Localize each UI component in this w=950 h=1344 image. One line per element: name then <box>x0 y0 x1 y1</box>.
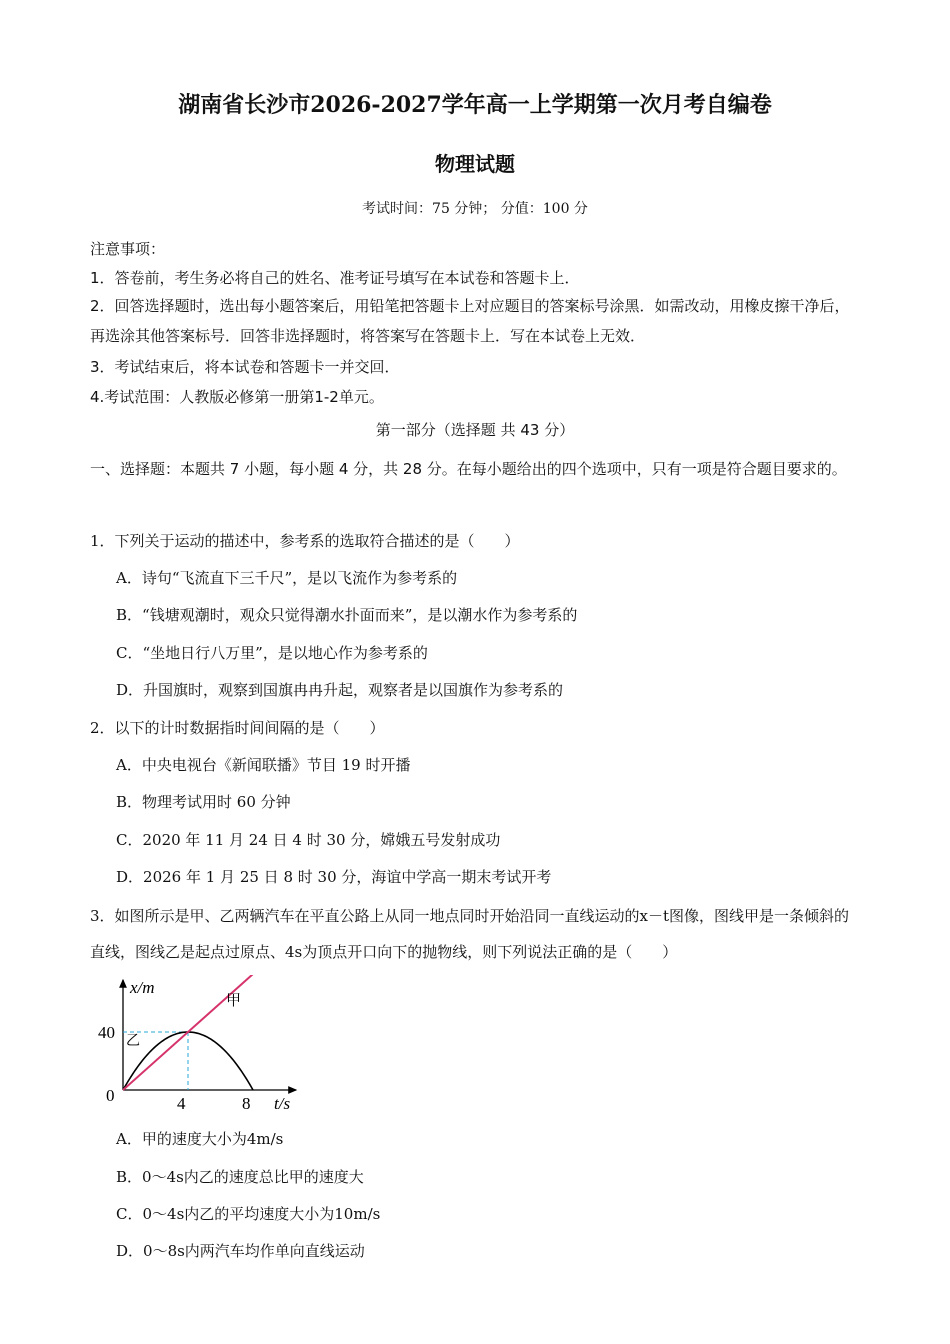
x-tick-label: 8 <box>242 1094 251 1113</box>
exam-subtitle: 物理试题 <box>435 152 515 176</box>
note-item: 3．考试结束后，将本试卷和答题卡一并交回． <box>90 358 400 376</box>
note-item: 2．回答选择题时，选出每小题答案后，用铅笔把答题卡上对应题目的答案标号涂黑．如需改动，用橡皮擦干净后，再选涂其他答案标号．回答非选择题时，将答案写在答题卡上．写在本试卷上无效． <box>90 297 850 345</box>
x-axis-label: t/s <box>274 1094 291 1113</box>
part-heading: 第一部分（选择题 共 43 分） <box>375 421 575 439</box>
question-option: B．物理考试用时 60 分钟 <box>116 793 291 811</box>
question-option: B．“钱塘观潮时，观众只觉得潮水扑面而来”，是以潮水作为参考系的 <box>116 606 578 624</box>
question-option: A．诗句“飞流直下三千尺”，是以飞流作为参考系的 <box>116 569 458 587</box>
question-stem: 1．下列关于运动的描述中，参考系的选取符合描述的是（ ） <box>90 532 520 550</box>
question-option: A．甲的速度大小为4m/s <box>116 1130 284 1148</box>
x-tick-label: 4 <box>177 1094 186 1113</box>
question-stem: 2．以下的计时数据指时间间隔的是（ ） <box>90 719 385 737</box>
question-option: D．升国旗时，观察到国旗冉冉升起，观察者是以国旗作为参考系的 <box>116 681 564 699</box>
section-intro: 一、选择题：本题共 7 小题，每小题 4 分，共 28 分。在每小题给出的四个选项中，只有一项是符合题目要求的。 <box>90 460 847 478</box>
question-option: D．2026 年 1 月 25 日 8 时 30 分，海谊中学高一期末考试开考 <box>116 868 552 886</box>
xt-graph <box>96 975 316 1115</box>
origin-label: 0 <box>106 1086 115 1105</box>
question-option: C．0～4s内乙的平均速度大小为10m/s <box>116 1205 381 1223</box>
question-option: B．0～4s内乙的速度总比甲的速度大 <box>116 1168 364 1186</box>
question-stem: 3．如图所示是甲、乙两辆汽车在平直公路上从同一地点同时开始沿同一直线运动的x－t图像，图线甲是一条倾斜的直线，图线乙是起点过原点、4s为顶点开口向下的抛物线，则下列说法正确的是（ ） <box>90 907 850 961</box>
jia-label: 甲 <box>226 991 242 1009</box>
y-tick-label: 40 <box>98 1023 115 1042</box>
question-option: C．“坐地日行八万里”，是以地心作为参考系的 <box>116 644 428 662</box>
exam-title: 湖南省长沙市2026-2027学年高一上学期第一次月考自编卷 <box>178 92 772 118</box>
note-item: 1．答卷前，考生务必将自己的姓名、准考证号填写在本试卷和答题卡上． <box>90 269 580 287</box>
y-axis-label: x/m <box>130 978 155 997</box>
exam-info: 考试时间：75 分钟； 分值：100 分 <box>362 201 588 217</box>
question-option: A．中央电视台《新闻联播》节目 19 时开播 <box>116 756 411 774</box>
notes-heading: 注意事项： <box>90 240 166 258</box>
question-option: C．2020 年 11 月 24 日 4 时 30 分，嫦娥五号发射成功 <box>116 831 501 849</box>
note-item: 4.考试范围：人教版必修第一册第1-2单元。 <box>90 388 384 406</box>
yi-label: 乙 <box>126 1033 140 1049</box>
question-option: D．0～8s内两汽车均作单向直线运动 <box>116 1242 365 1260</box>
